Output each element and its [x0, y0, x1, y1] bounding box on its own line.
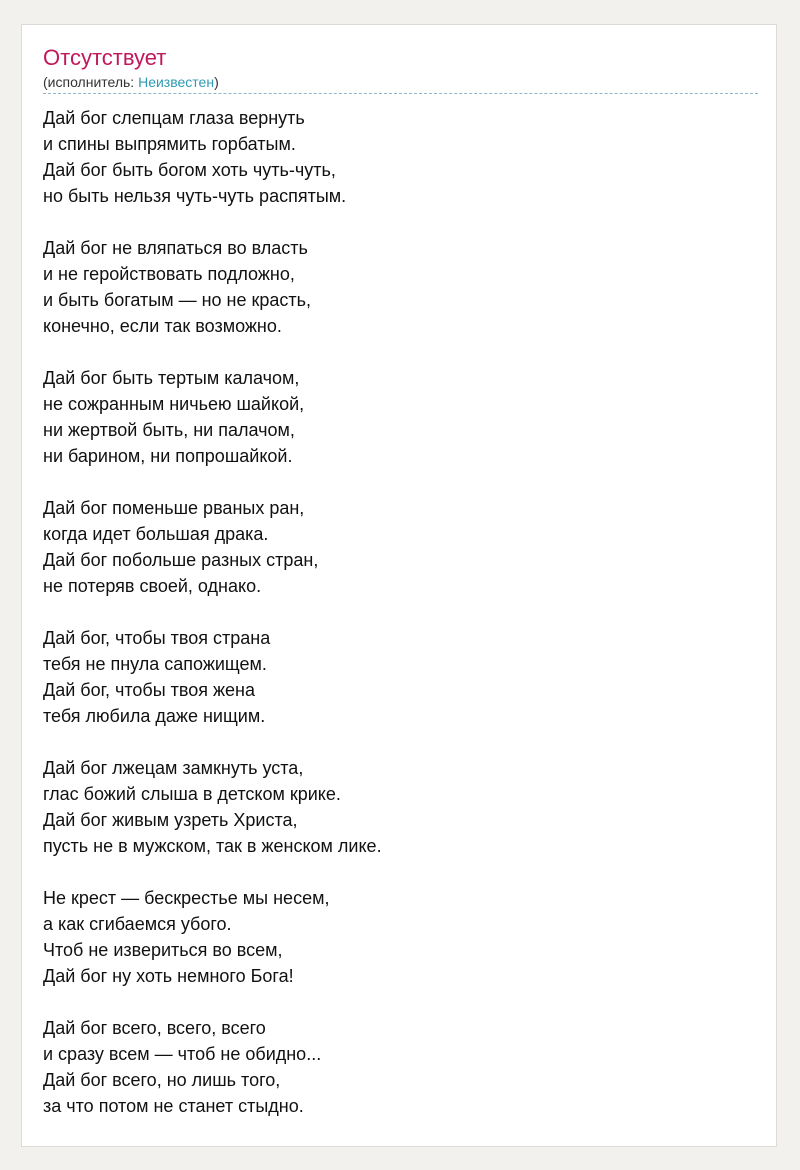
lyric-line: Дай бог поменьше рваных ран, [43, 498, 305, 518]
stanza [43, 105, 382, 209]
lyrics-card [21, 24, 777, 1147]
lyric-line: и спины выпрямить горбатым. [43, 134, 296, 154]
stanza [43, 1015, 382, 1119]
artist-line [43, 73, 219, 91]
lyric-line: конечно, если так возможно. [43, 316, 282, 336]
title-divider [43, 93, 758, 94]
lyrics-body [43, 105, 382, 1145]
lyric-line: Дай бог не вляпаться во власть [43, 238, 308, 258]
stanza [43, 235, 382, 339]
artist-suffix: ) [214, 74, 219, 90]
lyric-line: за что потом не станет стыдно. [43, 1096, 304, 1116]
lyric-line: Дай бог всего, всего, всего [43, 1018, 266, 1038]
lyric-line: а как сгибаемся убого. [43, 914, 232, 934]
lyric-line: Дай бог слепцам глаза вернуть [43, 108, 305, 128]
lyric-line: и быть богатым — но не красть, [43, 290, 312, 310]
lyric-line: пусть не в мужском, так в женском лике. [43, 836, 382, 856]
lyric-line: тебя не пнула сапожищем. [43, 654, 267, 674]
lyric-line: Дай бог побольше разных стран, [43, 550, 319, 570]
stanza [43, 885, 382, 989]
lyric-line: и не геройствовать подложно, [43, 264, 295, 284]
lyric-line: когда идет большая драка. [43, 524, 269, 544]
stanza [43, 365, 382, 469]
lyric-line: Дай бог, чтобы твоя жена [43, 680, 255, 700]
lyric-line: Дай бог быть тертым калачом, [43, 368, 300, 388]
lyric-line: Дай бог лжецам замкнуть уста, [43, 758, 304, 778]
stanza [43, 625, 382, 729]
lyric-line: глас божий слыша в детском крике. [43, 784, 341, 804]
lyric-line: Не крест — бескрестье мы несем, [43, 888, 330, 908]
lyric-line: тебя любила даже нищим. [43, 706, 266, 726]
artist-prefix: (исполнитель: [43, 74, 139, 90]
lyric-line: не потеряв своей, однако. [43, 576, 262, 596]
lyric-line: Дай бог быть богом хоть чуть-чуть, [43, 160, 336, 180]
lyric-line: не сожранным ничьею шайкой, [43, 394, 305, 414]
lyric-line: Дай бог ну хоть немного Бога! [43, 966, 294, 986]
song-title: Отсутствует [43, 45, 167, 70]
artist-link[interactable]: Неизвестен [138, 74, 215, 90]
lyric-line: ни барином, ни попрошайкой. [43, 446, 293, 466]
lyric-line: Дай бог, чтобы твоя страна [43, 628, 271, 648]
lyric-line: но быть нельзя чуть-чуть распятым. [43, 186, 347, 206]
lyric-line: Дай бог живым узреть Христа, [43, 810, 298, 830]
lyric-line: Дай бог всего, но лишь того, [43, 1070, 281, 1090]
lyric-line: и сразу всем — чтоб не обидно... [43, 1044, 322, 1064]
stanza [43, 755, 382, 859]
lyric-line: ни жертвой быть, ни палачом, [43, 420, 295, 440]
lyric-line: Чтоб не извериться во всем, [43, 940, 283, 960]
stanza [43, 495, 382, 599]
